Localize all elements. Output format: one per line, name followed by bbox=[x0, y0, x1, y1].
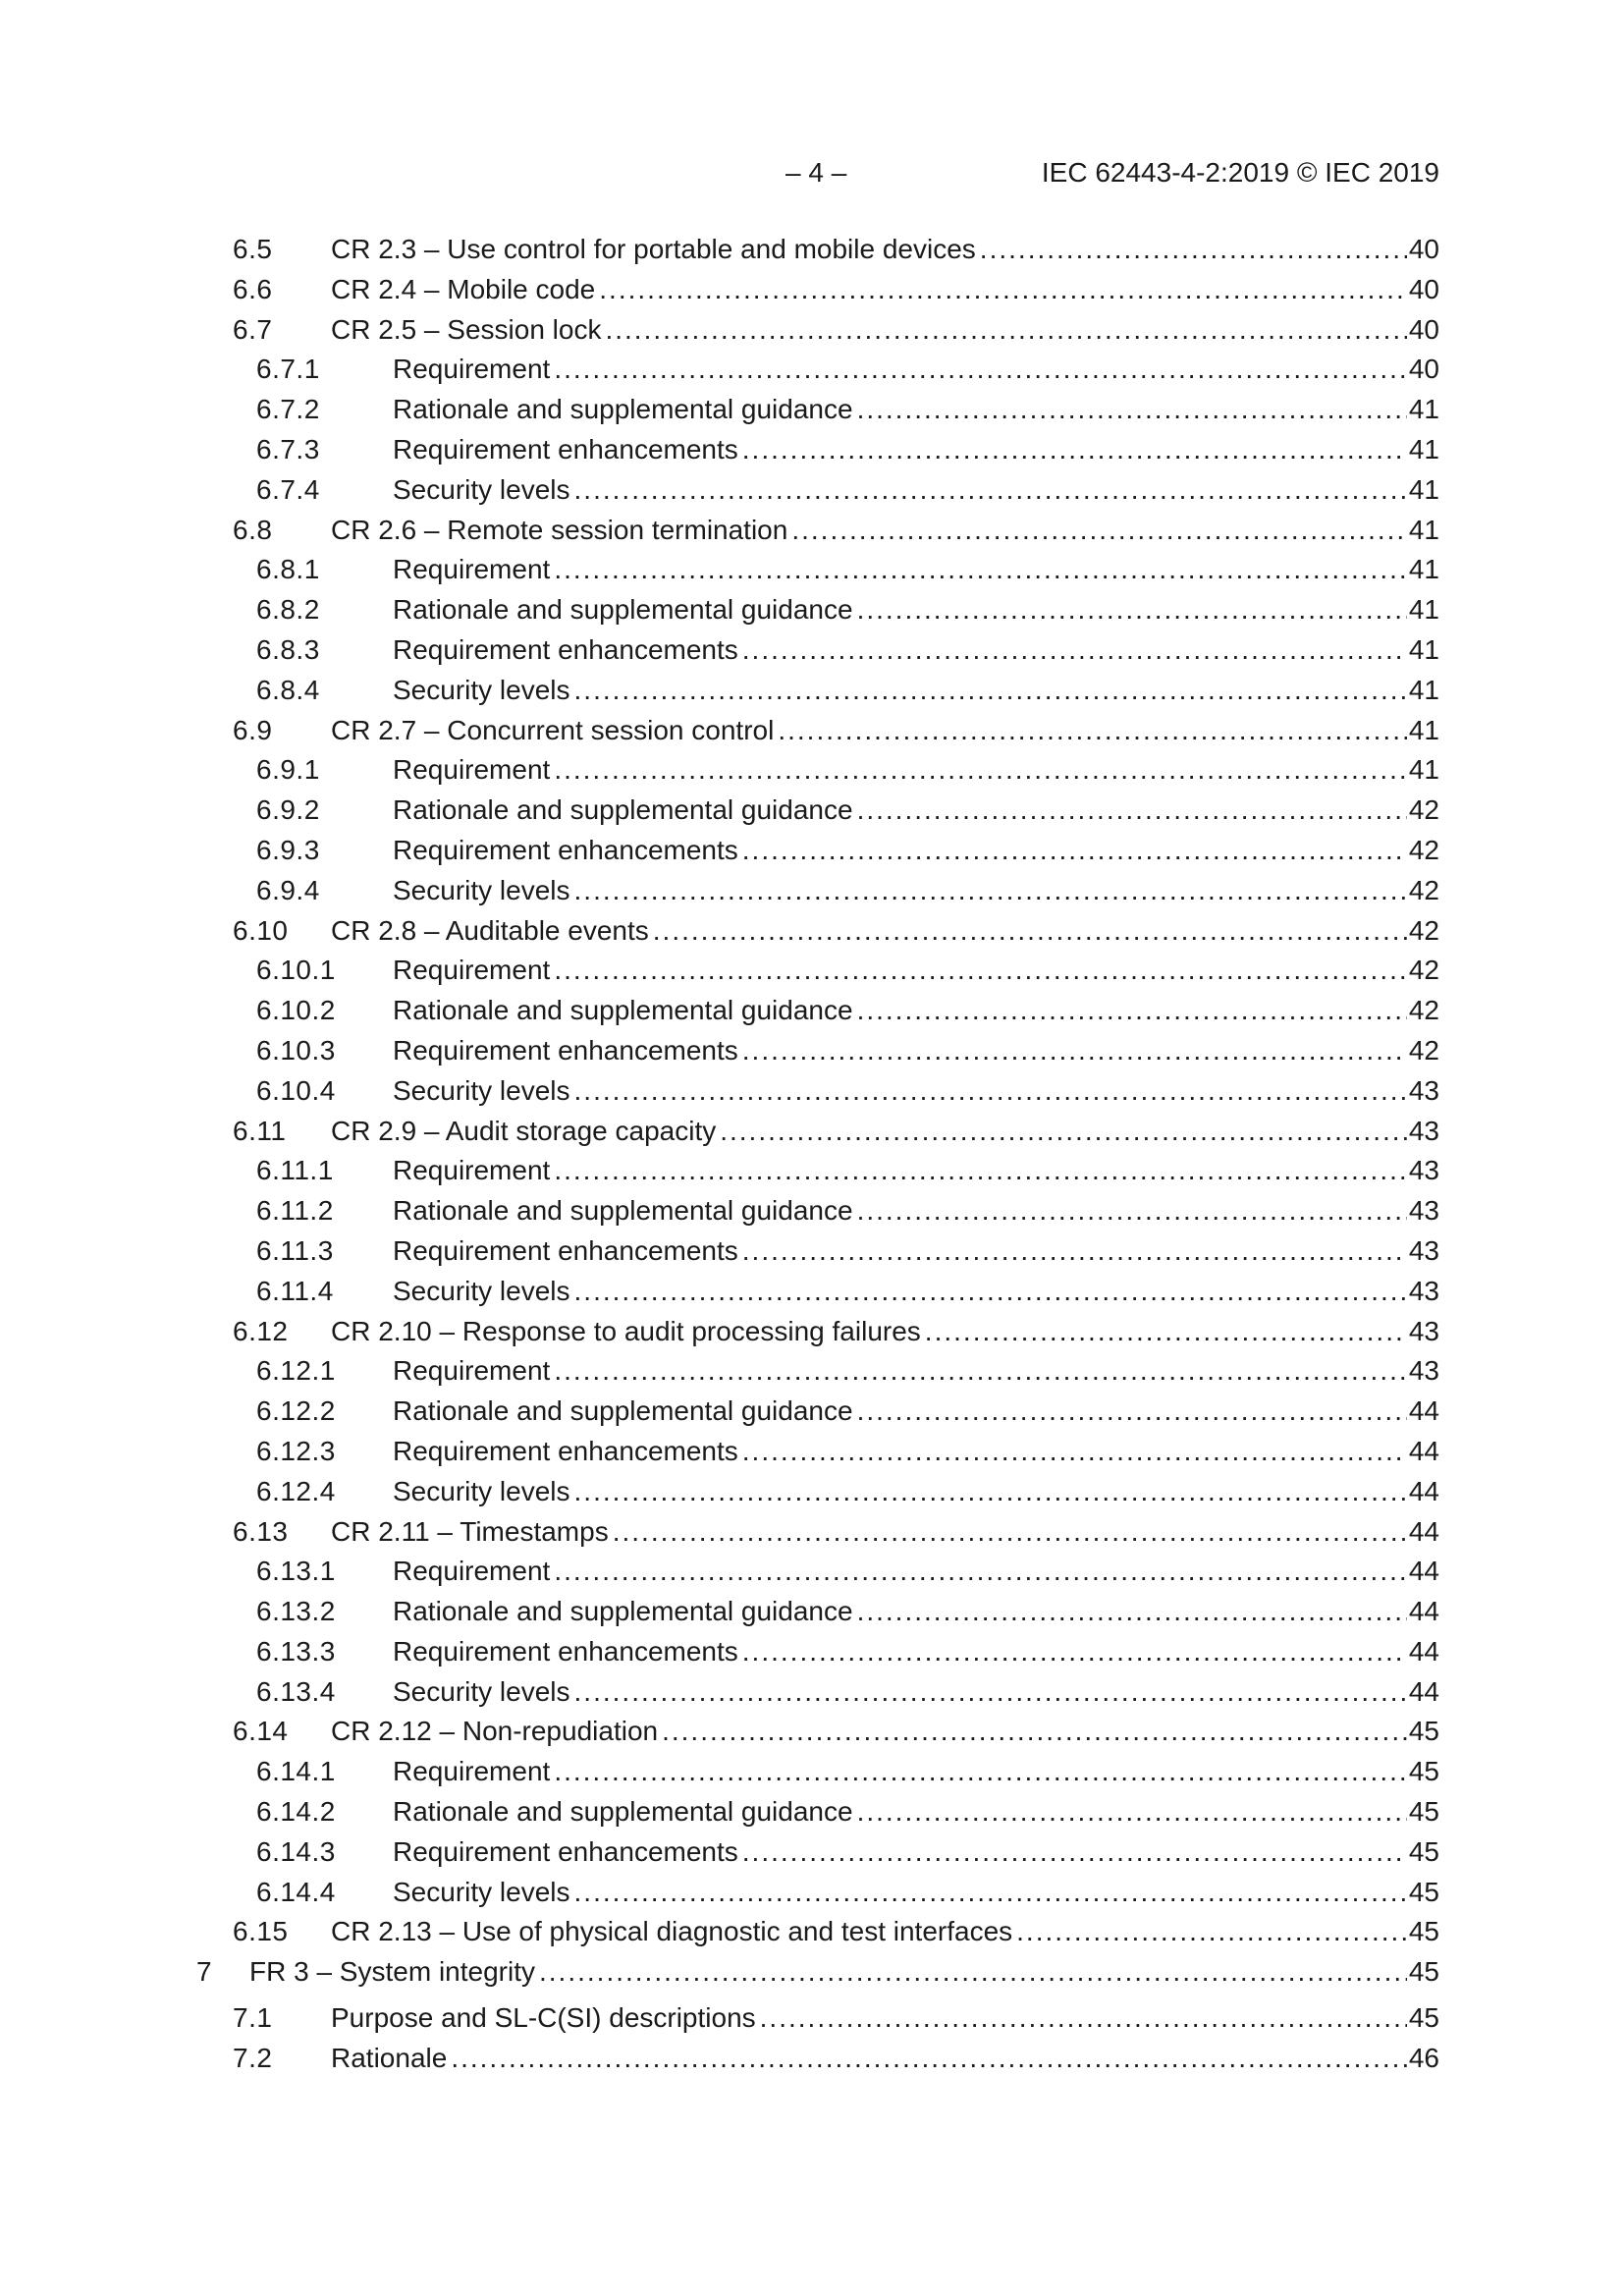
toc-entry-text bbox=[393, 1432, 1439, 1472]
toc-entry-number: 6.14.3 bbox=[256, 1835, 336, 1867]
toc-entry-text bbox=[331, 711, 1439, 751]
toc-entry-number: 6.10.2 bbox=[256, 995, 336, 1026]
toc-entry-text bbox=[393, 750, 1439, 791]
toc-dot-leader bbox=[574, 1071, 1407, 1112]
toc-entry-text bbox=[393, 1672, 1439, 1713]
toc-entry-title: Security levels bbox=[393, 1475, 570, 1506]
toc-dot-leader bbox=[613, 1512, 1407, 1553]
toc-entry-title: CR 2.7 – Concurrent session control bbox=[331, 714, 775, 745]
toc-entry-text bbox=[393, 1351, 1439, 1392]
toc-entry-number: 6.10.3 bbox=[256, 1034, 336, 1066]
toc-entry-page: 45 bbox=[1408, 2002, 1439, 2034]
toc-entry[interactable] bbox=[0, 470, 1624, 511]
toc-entry-number: 6.13.2 bbox=[256, 1596, 336, 1627]
toc-entry-page: 41 bbox=[1408, 554, 1439, 585]
toc-entry[interactable] bbox=[0, 430, 1624, 470]
toc-entry-title: Requirement enhancements bbox=[393, 1234, 738, 1266]
toc-entry-page: 43 bbox=[1408, 1155, 1439, 1186]
toc-entry-number: 6.7.3 bbox=[256, 433, 320, 465]
toc-entry-text bbox=[393, 1592, 1439, 1632]
toc-entry-title: CR 2.4 – Mobile code bbox=[331, 273, 596, 304]
toc-dot-leader bbox=[742, 1031, 1407, 1071]
toc-entry-title: CR 2.6 – Remote session termination bbox=[331, 514, 788, 545]
toc-entry-title: Requirement enhancements bbox=[393, 633, 738, 665]
toc-entry-number: 6.12.4 bbox=[256, 1475, 336, 1506]
toc-entry-text bbox=[393, 550, 1439, 590]
toc-entry-text bbox=[331, 511, 1439, 551]
toc-dot-leader bbox=[554, 350, 1407, 390]
toc-entry-page: 42 bbox=[1408, 874, 1439, 905]
toc-entry-number: 6.5 bbox=[233, 234, 273, 264]
toc-entry-page: 41 bbox=[1408, 714, 1439, 745]
toc-entry-title: CR 2.5 – Session lock bbox=[331, 313, 602, 345]
toc-entry-title: CR 2.9 – Audit storage capacity bbox=[331, 1115, 717, 1146]
toc-dot-leader bbox=[599, 270, 1407, 310]
toc-entry-number: 6.13.4 bbox=[256, 1675, 336, 1707]
toc-entry-text bbox=[393, 1832, 1439, 1873]
toc-dot-leader bbox=[605, 310, 1406, 351]
toc-entry-page: 44 bbox=[1408, 1475, 1439, 1506]
toc-dot-leader bbox=[857, 390, 1407, 430]
toc-entry-text bbox=[393, 951, 1439, 991]
toc-entry-page: 43 bbox=[1408, 1275, 1439, 1306]
toc-entry-page: 44 bbox=[1408, 1395, 1439, 1427]
toc-entry-title: Requirement bbox=[393, 354, 551, 385]
toc-entry-title: Security levels bbox=[393, 874, 570, 905]
toc-entry[interactable] bbox=[0, 390, 1624, 430]
toc-entry[interactable] bbox=[0, 951, 1624, 991]
toc-dot-leader bbox=[742, 1832, 1407, 1873]
toc-dot-leader bbox=[554, 550, 1407, 590]
toc-entry-text bbox=[331, 1712, 1439, 1752]
toc-dot-leader bbox=[554, 750, 1407, 791]
toc-entry-title: Requirement enhancements bbox=[393, 1034, 738, 1066]
toc-entry-text bbox=[393, 831, 1439, 871]
toc-dot-leader bbox=[574, 1672, 1407, 1713]
toc-entry-text bbox=[393, 1071, 1439, 1112]
toc-entry-number: 6.14.2 bbox=[256, 1796, 336, 1828]
toc-entry[interactable] bbox=[0, 1031, 1624, 1071]
toc-entry-page: 45 bbox=[1408, 1956, 1439, 1988]
toc-entry-number: 6.8.2 bbox=[256, 594, 320, 626]
toc-dot-leader bbox=[742, 831, 1407, 871]
toc-entry-text bbox=[331, 1512, 1439, 1553]
document-reference: IEC 62443-4-2:2019 © IEC 2019 bbox=[1041, 157, 1439, 188]
toc-entry-title: Requirement bbox=[393, 1556, 551, 1587]
toc-entry[interactable] bbox=[0, 1151, 1624, 1191]
toc-entry-text bbox=[393, 1752, 1439, 1792]
toc-entry-page: 42 bbox=[1408, 914, 1439, 946]
toc-entry[interactable] bbox=[0, 1792, 1624, 1832]
toc-entry-number: 6.9.2 bbox=[256, 794, 320, 826]
toc-entry-title: Security levels bbox=[393, 473, 570, 505]
toc-dot-leader bbox=[857, 1592, 1407, 1632]
toc-entry-title: Rationale and supplemental guidance bbox=[393, 1796, 853, 1828]
toc-entry-title: CR 2.13 – Use of physical diagnostic and test interfaces bbox=[331, 1916, 1013, 1947]
toc-entry[interactable] bbox=[0, 630, 1624, 671]
toc-entry[interactable] bbox=[0, 1952, 1624, 1993]
toc-entry[interactable] bbox=[0, 1472, 1624, 1512]
toc-entry-text bbox=[393, 350, 1439, 390]
toc-dot-leader bbox=[1016, 1912, 1407, 1952]
toc-entry-number: 7 bbox=[196, 1956, 213, 1988]
toc-entry-number: 6.12.1 bbox=[256, 1355, 336, 1387]
toc-entry-title: Requirement enhancements bbox=[393, 834, 738, 865]
toc-entry-text bbox=[393, 991, 1439, 1031]
toc-entry-title: Rationale and supplemental guidance bbox=[393, 995, 853, 1026]
toc-entry-text bbox=[393, 1231, 1439, 1272]
toc-entry-number: 6.11 bbox=[233, 1115, 287, 1146]
toc-entry-title: Security levels bbox=[393, 1275, 570, 1306]
toc-entry[interactable] bbox=[0, 2039, 1624, 2079]
toc-entry-number: 6.10.1 bbox=[256, 955, 336, 986]
toc-entry-page: 45 bbox=[1408, 1796, 1439, 1828]
toc-entry-text bbox=[331, 230, 1439, 270]
toc-entry-number: 6.11.3 bbox=[256, 1234, 334, 1266]
toc-dot-leader bbox=[554, 1752, 1407, 1792]
toc-entry-number: 6.6 bbox=[233, 273, 273, 304]
toc-entry[interactable] bbox=[0, 1312, 1624, 1352]
toc-entry-page: 41 bbox=[1408, 514, 1439, 545]
toc-entry-title: Requirement enhancements bbox=[393, 1435, 738, 1466]
toc-entry[interactable] bbox=[0, 1998, 1624, 2039]
toc-entry[interactable] bbox=[0, 1632, 1624, 1672]
toc-entry-number: 6.13.1 bbox=[256, 1556, 336, 1587]
toc-entry-page: 41 bbox=[1408, 594, 1439, 626]
toc-entry-text bbox=[393, 1632, 1439, 1672]
toc-entry-number: 6.7.1 bbox=[256, 354, 320, 385]
toc-entry-number: 6.7.2 bbox=[256, 394, 320, 425]
toc-entry-title: Rationale and supplemental guidance bbox=[393, 1195, 853, 1227]
toc-entry-number: 6.10.4 bbox=[256, 1074, 336, 1106]
toc-entry-page: 43 bbox=[1408, 1234, 1439, 1266]
toc-dot-leader bbox=[857, 791, 1407, 831]
toc-entry-page: 42 bbox=[1408, 794, 1439, 826]
toc-entry[interactable] bbox=[0, 1552, 1624, 1592]
toc-entry-title: FR 3 – System integrity bbox=[249, 1956, 535, 1988]
toc-entry-page: 45 bbox=[1408, 1716, 1439, 1747]
toc-entry-page: 43 bbox=[1408, 1315, 1439, 1346]
toc-entry-text bbox=[393, 590, 1439, 630]
toc-dot-leader bbox=[451, 2039, 1407, 2079]
toc-dot-leader bbox=[720, 1112, 1407, 1152]
toc-entry-title: Requirement bbox=[393, 1155, 551, 1186]
toc-entry-number: 6.8.4 bbox=[256, 674, 320, 705]
toc-entry-number: 6.9 bbox=[233, 714, 273, 745]
toc-entry-page: 44 bbox=[1408, 1556, 1439, 1587]
toc-entry-text bbox=[393, 1392, 1439, 1432]
toc-entry-number: 6.13 bbox=[233, 1515, 289, 1547]
toc-entry[interactable] bbox=[0, 1231, 1624, 1272]
toc-entry-text bbox=[393, 791, 1439, 831]
toc-entry-title: CR 2.12 – Non-repudiation bbox=[331, 1716, 659, 1747]
toc-entry-title: Rationale and supplemental guidance bbox=[393, 1596, 853, 1627]
toc-entry-title: Purpose and SL-C(SI) descriptions bbox=[331, 2002, 756, 2034]
toc-entry-text bbox=[331, 1312, 1439, 1352]
toc-entry-page: 40 bbox=[1408, 273, 1439, 304]
toc-entry-text bbox=[331, 310, 1439, 351]
toc-dot-leader bbox=[980, 230, 1407, 270]
toc-entry-text bbox=[393, 1873, 1439, 1913]
toc-entry-page: 42 bbox=[1408, 834, 1439, 865]
toc-entry-number: 6.11.2 bbox=[256, 1195, 334, 1227]
toc-entry[interactable] bbox=[0, 750, 1624, 791]
toc-entry[interactable] bbox=[0, 871, 1624, 911]
toc-entry-page: 41 bbox=[1408, 674, 1439, 705]
toc-entry-text bbox=[393, 1151, 1439, 1191]
toc-entry-number: 6.12 bbox=[233, 1315, 289, 1346]
toc-entry-page: 41 bbox=[1408, 473, 1439, 505]
toc-entry-page: 44 bbox=[1408, 1596, 1439, 1627]
toc-entry-page: 41 bbox=[1408, 633, 1439, 665]
toc-entry-title: Rationale and supplemental guidance bbox=[393, 1395, 853, 1427]
toc-dot-leader bbox=[857, 1792, 1407, 1832]
page-number: – 4 – bbox=[785, 157, 847, 188]
toc-dot-leader bbox=[554, 1151, 1407, 1191]
toc-dot-leader bbox=[857, 991, 1407, 1031]
toc-dot-leader bbox=[742, 430, 1407, 470]
toc-dot-leader bbox=[760, 1998, 1407, 2039]
toc-entry-text bbox=[393, 470, 1439, 511]
toc-entry-number: 6.8 bbox=[233, 514, 273, 545]
toc-entry-title: Requirement bbox=[393, 1756, 551, 1787]
toc-dot-leader bbox=[554, 951, 1407, 991]
toc-entry-text bbox=[393, 1472, 1439, 1512]
toc-entry-page: 45 bbox=[1408, 1876, 1439, 1907]
toc-entry-number: 6.12.3 bbox=[256, 1435, 336, 1466]
toc-entry-text bbox=[393, 430, 1439, 470]
toc-entry[interactable] bbox=[0, 1191, 1624, 1231]
toc-dot-leader bbox=[574, 470, 1407, 511]
toc-entry-page: 44 bbox=[1408, 1675, 1439, 1707]
toc-entry-title: Security levels bbox=[393, 1074, 570, 1106]
toc-entry[interactable] bbox=[0, 590, 1624, 630]
toc-dot-leader bbox=[778, 711, 1407, 751]
toc-entry-text bbox=[249, 1952, 1439, 1993]
toc-entry-number: 6.7.4 bbox=[256, 473, 320, 505]
toc-entry-title: Requirement bbox=[393, 955, 551, 986]
toc-entry[interactable] bbox=[0, 1752, 1624, 1792]
toc-entry-page: 41 bbox=[1408, 754, 1439, 786]
toc-entry-page: 45 bbox=[1408, 1916, 1439, 1947]
toc-dot-leader bbox=[742, 1231, 1407, 1272]
toc-entry[interactable] bbox=[0, 671, 1624, 711]
toc-entry-text bbox=[331, 911, 1439, 952]
table-of-contents bbox=[0, 230, 1624, 2079]
toc-entry-text bbox=[393, 1272, 1439, 1312]
toc-entry-number: 6.9.4 bbox=[256, 874, 320, 905]
toc-entry-page: 41 bbox=[1408, 394, 1439, 425]
toc-entry[interactable] bbox=[0, 711, 1624, 751]
toc-entry-number: 6.7 bbox=[233, 313, 273, 345]
toc-dot-leader bbox=[574, 871, 1407, 911]
toc-dot-leader bbox=[791, 511, 1407, 551]
toc-entry[interactable] bbox=[0, 511, 1624, 551]
toc-dot-leader bbox=[662, 1712, 1407, 1752]
toc-entry-title: Security levels bbox=[393, 1675, 570, 1707]
toc-entry[interactable] bbox=[0, 1392, 1624, 1432]
toc-entry-number: 6.14 bbox=[233, 1716, 289, 1747]
toc-entry-number: 6.11.1 bbox=[256, 1155, 334, 1186]
toc-entry-page: 45 bbox=[1408, 1756, 1439, 1787]
toc-entry-page: 45 bbox=[1408, 1835, 1439, 1867]
toc-entry-title: Requirement enhancements bbox=[393, 433, 738, 465]
toc-entry-number: 6.10 bbox=[233, 914, 289, 946]
toc-entry-text bbox=[393, 630, 1439, 671]
toc-entry-title: Requirement enhancements bbox=[393, 1835, 738, 1867]
toc-entry[interactable] bbox=[0, 791, 1624, 831]
toc-entry[interactable] bbox=[0, 1351, 1624, 1392]
page-header bbox=[0, 155, 1624, 191]
toc-dot-leader bbox=[857, 1191, 1407, 1231]
toc-entry-number: 6.11.4 bbox=[256, 1275, 334, 1306]
toc-dot-leader bbox=[742, 1632, 1407, 1672]
toc-entry[interactable] bbox=[0, 270, 1624, 310]
toc-entry-title: Requirement bbox=[393, 554, 551, 585]
toc-entry-title: Requirement enhancements bbox=[393, 1635, 738, 1667]
toc-entry-page: 43 bbox=[1408, 1074, 1439, 1106]
toc-entry-title: Requirement bbox=[393, 754, 551, 786]
toc-entry[interactable] bbox=[0, 310, 1624, 351]
toc-entry-text bbox=[331, 270, 1439, 310]
toc-entry-number: 6.9.3 bbox=[256, 834, 320, 865]
toc-entry[interactable] bbox=[0, 991, 1624, 1031]
toc-entry[interactable] bbox=[0, 1112, 1624, 1152]
toc-entry-page: 43 bbox=[1408, 1355, 1439, 1387]
toc-dot-leader bbox=[574, 1873, 1407, 1913]
toc-entry-page: 43 bbox=[1408, 1115, 1439, 1146]
toc-entry-title: Security levels bbox=[393, 674, 570, 705]
toc-entry-title: Rationale and supplemental guidance bbox=[393, 594, 853, 626]
toc-entry[interactable] bbox=[0, 1432, 1624, 1472]
toc-entry[interactable] bbox=[0, 350, 1624, 390]
toc-entry[interactable] bbox=[0, 1873, 1624, 1913]
toc-entry-page: 40 bbox=[1408, 234, 1439, 264]
toc-entry-page: 42 bbox=[1408, 955, 1439, 986]
toc-entry-page: 44 bbox=[1408, 1435, 1439, 1466]
toc-entry-text bbox=[393, 1031, 1439, 1071]
toc-entry-number: 6.9.1 bbox=[256, 754, 320, 786]
toc-entry-page: 40 bbox=[1408, 313, 1439, 345]
toc-entry-page: 44 bbox=[1408, 1635, 1439, 1667]
toc-entry-number: 6.8.3 bbox=[256, 633, 320, 665]
toc-entry-number: 6.15 bbox=[233, 1916, 289, 1947]
toc-entry-text bbox=[393, 671, 1439, 711]
toc-entry-title: Security levels bbox=[393, 1876, 570, 1907]
toc-entry-number: 6.12.2 bbox=[256, 1395, 336, 1427]
toc-entry-number: 6.14.1 bbox=[256, 1756, 336, 1787]
toc-entry-number: 7.1 bbox=[233, 2002, 273, 2034]
toc-entry-text bbox=[331, 1112, 1439, 1152]
toc-entry[interactable] bbox=[0, 1712, 1624, 1752]
toc-entry-page: 46 bbox=[1408, 2042, 1439, 2073]
toc-entry[interactable] bbox=[0, 1071, 1624, 1112]
toc-dot-leader bbox=[554, 1552, 1407, 1592]
toc-entry-title: Rationale and supplemental guidance bbox=[393, 794, 853, 826]
toc-entry[interactable] bbox=[0, 550, 1624, 590]
toc-dot-leader bbox=[925, 1312, 1407, 1352]
toc-dot-leader bbox=[857, 1392, 1407, 1432]
toc-entry-number: 6.13.3 bbox=[256, 1635, 336, 1667]
toc-entry[interactable] bbox=[0, 1272, 1624, 1312]
toc-entry-page: 42 bbox=[1408, 995, 1439, 1026]
toc-entry[interactable] bbox=[0, 1672, 1624, 1713]
toc-entry[interactable] bbox=[0, 230, 1624, 270]
toc-dot-leader bbox=[574, 1272, 1407, 1312]
toc-entry[interactable] bbox=[0, 1512, 1624, 1553]
toc-entry-title: Requirement bbox=[393, 1355, 551, 1387]
toc-entry-text bbox=[331, 1912, 1439, 1952]
toc-dot-leader bbox=[857, 590, 1407, 630]
toc-entry-title: Rationale and supplemental guidance bbox=[393, 394, 853, 425]
toc-dot-leader bbox=[554, 1351, 1407, 1392]
toc-entry[interactable] bbox=[0, 911, 1624, 952]
toc-dot-leader bbox=[539, 1952, 1407, 1993]
toc-entry-page: 44 bbox=[1408, 1515, 1439, 1547]
toc-entry-number: 7.2 bbox=[233, 2042, 273, 2073]
toc-entry-text bbox=[393, 390, 1439, 430]
toc-entry-text bbox=[393, 1552, 1439, 1592]
toc-dot-leader bbox=[574, 1472, 1407, 1512]
toc-entry-title: Rationale bbox=[331, 2042, 448, 2073]
toc-dot-leader bbox=[742, 1432, 1407, 1472]
toc-dot-leader bbox=[653, 911, 1407, 952]
toc-dot-leader bbox=[742, 630, 1407, 671]
toc-entry-title: CR 2.10 – Response to audit processing failures bbox=[331, 1315, 921, 1346]
toc-entry-number: 6.14.4 bbox=[256, 1876, 336, 1907]
toc-entry-page: 41 bbox=[1408, 433, 1439, 465]
toc-entry-text bbox=[331, 2039, 1439, 2079]
toc-entry[interactable] bbox=[0, 1912, 1624, 1952]
toc-entry-text bbox=[393, 871, 1439, 911]
toc-entry-text bbox=[393, 1191, 1439, 1231]
toc-entry[interactable] bbox=[0, 831, 1624, 871]
toc-entry-page: 40 bbox=[1408, 354, 1439, 385]
toc-entry-number: 6.8.1 bbox=[256, 554, 320, 585]
toc-entry-title: CR 2.3 – Use control for portable and mobile devices bbox=[331, 234, 976, 264]
toc-dot-leader bbox=[574, 671, 1407, 711]
toc-entry[interactable] bbox=[0, 1832, 1624, 1873]
toc-entry-title: CR 2.11 – Timestamps bbox=[331, 1515, 609, 1547]
toc-entry-page: 43 bbox=[1408, 1195, 1439, 1227]
toc-entry-title: CR 2.8 – Auditable events bbox=[331, 914, 649, 946]
toc-entry-page: 42 bbox=[1408, 1034, 1439, 1066]
toc-entry[interactable] bbox=[0, 1592, 1624, 1632]
toc-entry-text bbox=[331, 1998, 1439, 2039]
toc-entry-text bbox=[393, 1792, 1439, 1832]
